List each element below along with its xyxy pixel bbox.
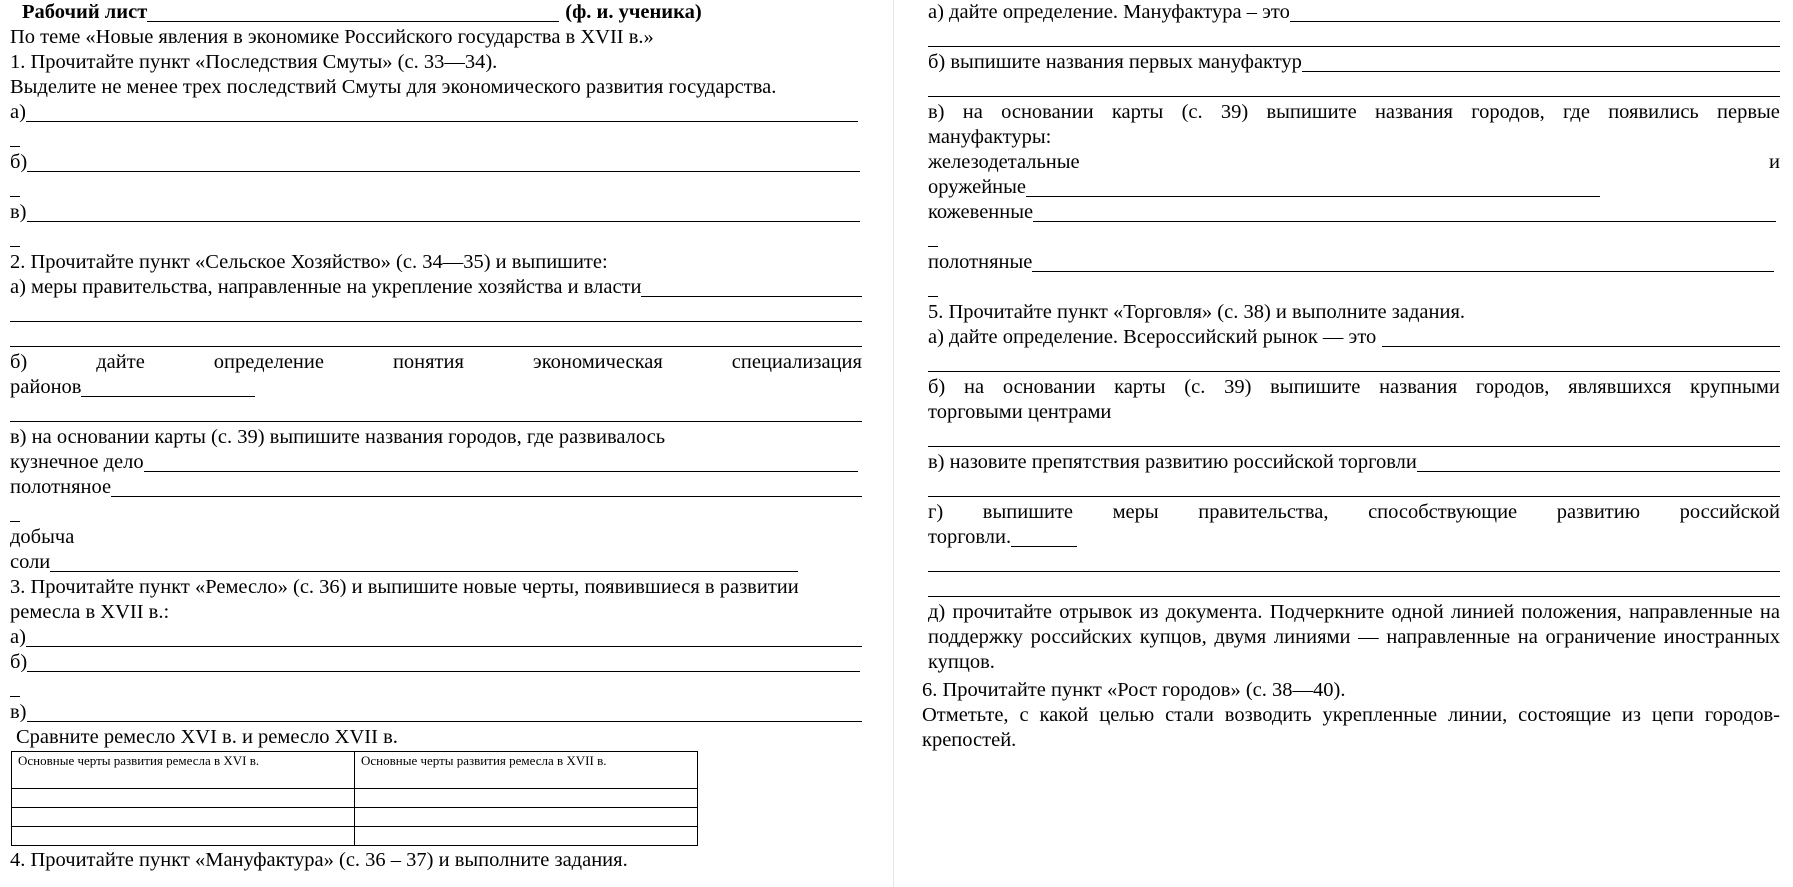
- worksheet-topic: По теме «Новые явления в экономике Российского государства в XVII в.»: [10, 26, 654, 48]
- manufactory-type: железодетальные: [928, 151, 1080, 173]
- task2-c: в) на основании карты (с. 39) выпишите названия городов, где развивалось: [10, 426, 666, 448]
- answer-line[interactable]: [10, 400, 862, 425]
- answer-line-stub: [928, 275, 1780, 300]
- table-cell[interactable]: [355, 789, 698, 808]
- word: (с.: [1181, 101, 1203, 123]
- task3-item-b: б): [10, 651, 28, 673]
- task5-b-line: [928, 375, 1780, 400]
- manufactory-iron: [928, 150, 1780, 175]
- answer-line[interactable]: [1032, 253, 1774, 272]
- word: специализация: [731, 351, 862, 373]
- table-cell[interactable]: [12, 789, 355, 808]
- task3-item-c: в): [10, 701, 27, 723]
- task1-item-c: в): [10, 201, 27, 223]
- table-cell[interactable]: [355, 827, 698, 846]
- task1-item-a: а): [10, 101, 26, 123]
- answer-line[interactable]: [1033, 203, 1776, 222]
- answer-line-stub: [10, 125, 862, 150]
- answer-line[interactable]: [10, 325, 862, 350]
- word: правительства,: [1198, 501, 1329, 523]
- task3-heading: 3. Прочитайте пункт «Ремесло» (с. 36) и выпишите новые черты, появившиеся в развитии: [10, 576, 799, 598]
- word: названия: [1379, 376, 1458, 398]
- student-name-label: (ф. и. ученика): [565, 1, 702, 23]
- word: 39): [1224, 376, 1252, 398]
- answer-line-stub: [10, 175, 862, 200]
- answer-line[interactable]: [111, 478, 862, 497]
- table-header-xvi: Основные черты развития ремесла в XVI в.: [12, 752, 355, 789]
- task6-text: Отметьте, с какой целью стали возводить укрепленные линии, состоящие из цепи городов-крепостей.: [922, 704, 1780, 751]
- answer-line-stub: [10, 675, 862, 700]
- word: б): [928, 376, 946, 398]
- answer-line[interactable]: [928, 575, 1780, 600]
- word: дайте: [96, 351, 145, 373]
- word: б): [10, 351, 28, 373]
- worksheet-header: [10, 0, 862, 25]
- answer-line[interactable]: [1302, 53, 1780, 72]
- word: городов,: [1475, 376, 1550, 398]
- word: российской: [1679, 501, 1780, 523]
- task4-b: б) выпишите названия первых мануфактур: [928, 51, 1302, 73]
- answer-line[interactable]: [26, 628, 862, 647]
- manufactory-leather: кожевенные: [928, 201, 1034, 223]
- table-header-xvii: Основные черты развития ремесла в XVII в.: [355, 752, 698, 789]
- craft-comparison-table: [11, 751, 698, 846]
- task3-compare: Сравните ремесло XVI в. и ремесло XVII в.: [16, 726, 398, 748]
- word: названия: [1374, 101, 1453, 123]
- student-name-field[interactable]: [147, 3, 559, 22]
- word: карты: [1114, 376, 1166, 398]
- word: развитию: [1556, 501, 1641, 523]
- task2-heading: 2. Прочитайте пункт «Сельское Хозяйство» (с. 34—35) и выпишите:: [10, 251, 608, 273]
- task5-d-line: [928, 500, 1780, 525]
- answer-line-stub: [928, 225, 1780, 250]
- word: где: [1563, 101, 1590, 123]
- word: в): [928, 101, 945, 123]
- task2-b-line: [10, 350, 862, 375]
- word: появились: [1608, 101, 1699, 123]
- task1-item-b: б): [10, 151, 28, 173]
- answer-line[interactable]: [928, 75, 1780, 100]
- task5-b-cont: торговыми центрами: [928, 401, 1112, 423]
- task4-a: а) дайте определение. Мануфактура – это: [928, 1, 1290, 23]
- task2-b-cont: районов: [10, 376, 82, 398]
- task6-heading: 6. Прочитайте пункт «Рост городов» (с. 38—40).: [922, 679, 1346, 701]
- worksheet-title: Рабочий лист: [22, 1, 148, 23]
- task1-instruction: Выделите не менее трех последствий Смуты для экономического развития государства.: [10, 76, 777, 98]
- page-divider: [893, 0, 894, 887]
- task5-d-cont: торговли.: [928, 526, 1012, 548]
- answer-line[interactable]: [928, 475, 1780, 500]
- task4-c-cont: мануфактуры:: [928, 126, 1052, 148]
- task2-a: а) меры правительства, направленные на укрепление хозяйства и власти: [10, 276, 642, 298]
- answer-line[interactable]: [27, 203, 860, 222]
- word: способствующие: [1368, 501, 1518, 523]
- task5-a: а) дайте определение. Всероссийский рынок — это: [928, 326, 1377, 348]
- answer-line[interactable]: [928, 25, 1780, 50]
- task3-heading-cont: ремесла в XVII в.:: [10, 601, 170, 623]
- answer-line[interactable]: [81, 378, 255, 397]
- answer-line[interactable]: [1382, 328, 1780, 347]
- word: экономическая: [532, 351, 663, 373]
- manufactory-arms: оружейные: [928, 176, 1027, 198]
- word: крупными: [1690, 376, 1780, 398]
- answer-line[interactable]: [641, 278, 862, 297]
- manufactory-linen: полотняные: [928, 251, 1033, 273]
- answer-line[interactable]: [928, 350, 1780, 375]
- word: на: [962, 101, 983, 123]
- word: первые: [1717, 101, 1780, 123]
- task5-c: в) назовите препятствия развитию российской торговли: [928, 451, 1417, 473]
- answer-line[interactable]: [928, 425, 1780, 450]
- word: основании: [1001, 101, 1094, 123]
- answer-line[interactable]: [144, 453, 858, 472]
- craft-linen: полотняное: [10, 476, 112, 498]
- word: являвшихся: [1568, 376, 1672, 398]
- answer-line[interactable]: [26, 103, 858, 122]
- word: выпишите: [1270, 376, 1361, 398]
- craft-forging: кузнечное дело: [10, 451, 144, 473]
- word: 39): [1220, 101, 1249, 123]
- word: определение: [213, 351, 324, 373]
- task4-heading: 4. Прочитайте пункт «Мануфактура» (с. 36 – 37) и выполните задания.: [10, 849, 628, 871]
- word: меры: [1112, 501, 1159, 523]
- word: (с.: [1184, 376, 1206, 398]
- word: карты: [1111, 101, 1164, 123]
- task5-heading: 5. Прочитайте пункт «Торговля» (с. 38) и выполните задания.: [928, 301, 1466, 323]
- word: на: [964, 376, 985, 398]
- task4-c-line: [928, 100, 1780, 125]
- answer-line[interactable]: [1417, 453, 1780, 472]
- answer-line[interactable]: [27, 703, 862, 722]
- word: городов,: [1471, 101, 1545, 123]
- answer-line[interactable]: [928, 550, 1780, 575]
- word: понятия: [392, 351, 464, 373]
- answer-line[interactable]: [10, 300, 862, 325]
- craft-salt: соли: [10, 551, 51, 573]
- word: основании: [1002, 376, 1096, 398]
- answer-line[interactable]: [1290, 3, 1780, 22]
- craft-extraction: добыча: [10, 526, 75, 548]
- left-column: [10, 0, 862, 873]
- word: выпишите: [1266, 101, 1357, 123]
- answer-line-stub: [10, 225, 862, 250]
- answer-line[interactable]: [1026, 178, 1600, 197]
- word: г): [928, 501, 944, 523]
- answer-line[interactable]: [50, 553, 798, 572]
- answer-line[interactable]: [1011, 528, 1077, 547]
- answer-line-stub: [10, 500, 862, 525]
- answer-line[interactable]: [27, 153, 860, 172]
- task1-heading: 1. Прочитайте пункт «Последствия Смуты» (с. 33—34).: [10, 51, 498, 73]
- task3-item-a: а): [10, 626, 26, 648]
- table-cell[interactable]: [12, 808, 355, 827]
- answer-line[interactable]: [27, 653, 860, 672]
- task5-e: д) прочитайте отрывок из документа. Подчеркните одной линией положения, направленные на поддержку российских купцов, двумя линиями — направленные на ограничение иностранных купцов.: [928, 601, 1780, 673]
- word: выпишите: [982, 501, 1074, 523]
- table-cell[interactable]: [355, 808, 698, 827]
- table-cell[interactable]: [12, 827, 355, 846]
- right-column: [922, 0, 1780, 753]
- word: и: [1769, 151, 1780, 173]
